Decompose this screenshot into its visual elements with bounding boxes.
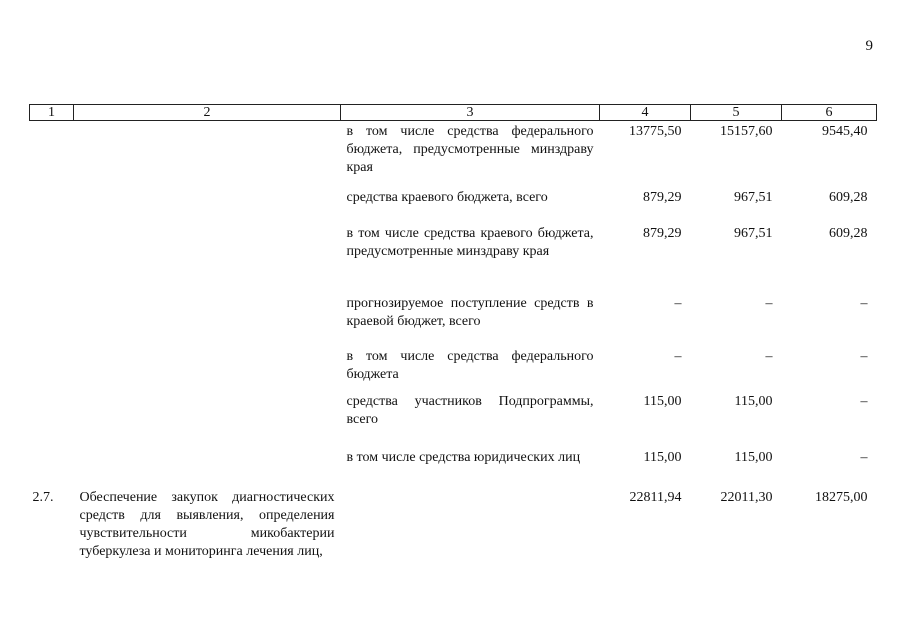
row-value-col4: 879,29 bbox=[643, 226, 682, 241]
row-name bbox=[74, 189, 341, 225]
row-name: Обеспечение закупок диагностических средств для выявления, определения чувствительности микобактерии туберкулеза и мониторинга лечения лиц, bbox=[79, 490, 335, 559]
row-value-col4: 22811,94 bbox=[629, 490, 682, 505]
row-value-col6: 9545,40 bbox=[822, 124, 868, 139]
column-header-5: 5 bbox=[691, 105, 782, 121]
row-name bbox=[74, 449, 341, 489]
row-name bbox=[74, 295, 341, 348]
table-row bbox=[30, 393, 877, 449]
row-number bbox=[30, 393, 74, 449]
table-header-row bbox=[30, 105, 877, 121]
row-value-col5: 115,00 bbox=[734, 394, 773, 409]
table-row bbox=[30, 121, 877, 190]
table-row bbox=[30, 295, 877, 348]
row-number bbox=[30, 449, 74, 489]
row-funding-source: в том числе средства федерального бюджета, предусмотренные минздраву края bbox=[346, 124, 594, 175]
row-value-col6: – bbox=[860, 394, 868, 409]
column-header-6: 6 bbox=[782, 105, 877, 121]
row-value-col4: 115,00 bbox=[643, 394, 682, 409]
row-value-col4: 13775,50 bbox=[629, 124, 682, 139]
row-value-col6: 609,28 bbox=[829, 226, 868, 241]
row-number bbox=[30, 295, 74, 348]
row-funding-source: прогнозируемое поступление средств в краевой бюджет, всего bbox=[346, 296, 594, 329]
row-funding-source bbox=[341, 489, 600, 561]
row-funding-source: средства участников Подпрограммы, всего bbox=[346, 394, 594, 427]
row-value-col4: 879,29 bbox=[643, 190, 682, 205]
page-number: 9 bbox=[865, 38, 873, 54]
table-row bbox=[30, 449, 877, 489]
row-value-col4: – bbox=[674, 349, 682, 364]
table-row bbox=[30, 489, 877, 561]
row-funding-source: в том числе средства краевого бюджета, предусмотренные минздраву края bbox=[346, 226, 594, 259]
column-header-1: 1 bbox=[30, 105, 74, 121]
table-row bbox=[30, 348, 877, 393]
row-name bbox=[74, 121, 341, 190]
row-number bbox=[30, 189, 74, 225]
row-value-col5: – bbox=[765, 296, 773, 311]
row-value-col5: 967,51 bbox=[734, 226, 773, 241]
row-value-col6: – bbox=[860, 296, 868, 311]
row-value-col6: – bbox=[860, 349, 868, 364]
row-value-col6: 18275,00 bbox=[815, 490, 868, 505]
column-header-4: 4 bbox=[600, 105, 691, 121]
column-header-2: 2 bbox=[74, 105, 341, 121]
row-funding-source: в том числе средства юридических лиц bbox=[346, 450, 581, 465]
row-name bbox=[74, 225, 341, 295]
row-number bbox=[30, 225, 74, 295]
row-value-col5: – bbox=[765, 349, 773, 364]
row-funding-source: средства краевого бюджета, всего bbox=[346, 190, 548, 205]
row-number bbox=[30, 348, 74, 393]
row-number: 2.7. bbox=[32, 490, 54, 505]
row-name bbox=[74, 393, 341, 449]
row-value-col6: – bbox=[860, 450, 868, 465]
row-number bbox=[30, 121, 74, 190]
row-funding-source: в том числе средства федерального бюджета bbox=[346, 349, 594, 382]
row-value-col5: 967,51 bbox=[734, 190, 773, 205]
table-row bbox=[30, 225, 877, 295]
row-value-col5: 115,00 bbox=[734, 450, 773, 465]
column-header-3: 3 bbox=[341, 105, 600, 121]
row-value-col4: – bbox=[674, 296, 682, 311]
row-name bbox=[74, 348, 341, 393]
row-value-col6: 609,28 bbox=[829, 190, 868, 205]
table-row bbox=[30, 189, 877, 225]
row-value-col5: 15157,60 bbox=[720, 124, 773, 139]
row-value-col5: 22011,30 bbox=[720, 490, 773, 505]
row-value-col4: 115,00 bbox=[643, 450, 682, 465]
budget-table bbox=[29, 104, 877, 561]
